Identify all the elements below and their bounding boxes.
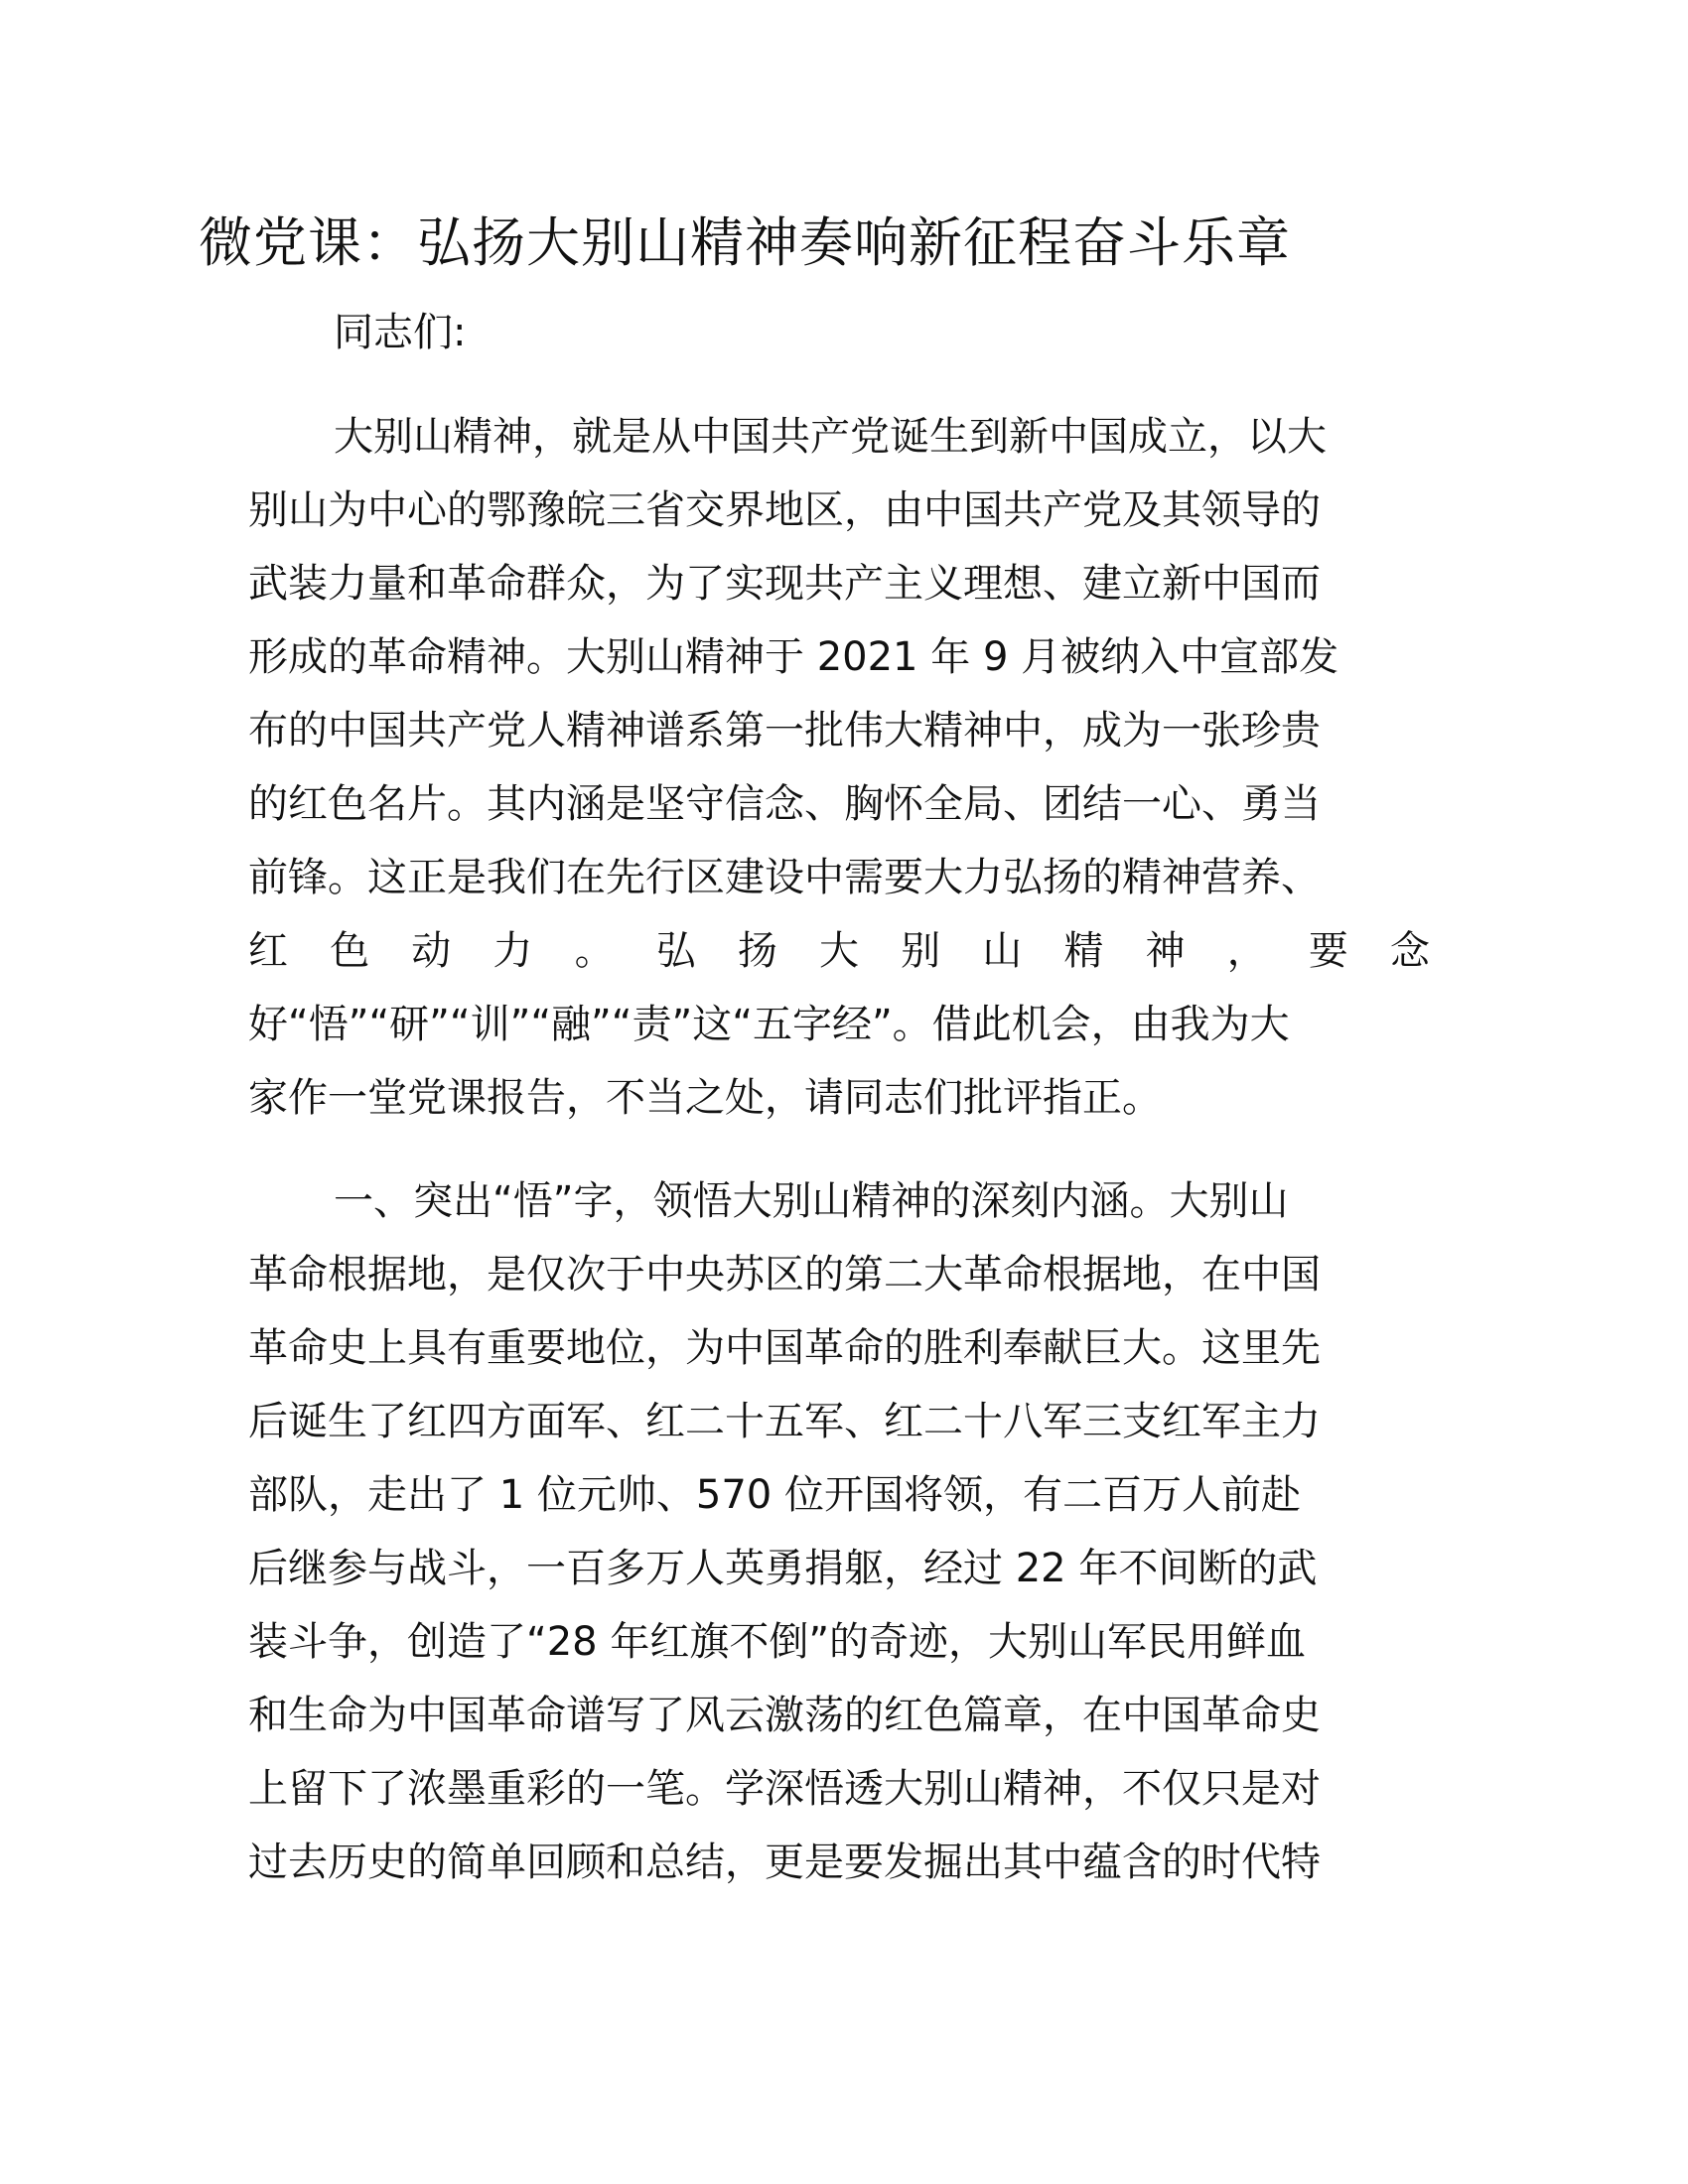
greeting-text: 同志们: [334, 310, 467, 355]
paragraph-1-line: 的红色名片。其内涵是坚守信念、胸怀全局、团结一心、勇当 [248, 781, 1321, 827]
justified-char: 动 [411, 928, 452, 974]
justified-char: 红 [248, 928, 288, 974]
paragraph-2-line: 上留下了浓墨重彩的一笔。学深悟透大别山精神，不仅只是对 [248, 1766, 1321, 1812]
document-title: 微党课：弘扬大别山精神奏响新征程奋斗乐章 [199, 211, 1291, 274]
justified-char: 弘 [655, 928, 696, 974]
justified-char: 精 [1063, 928, 1104, 974]
paragraph-2-line: 装斗争，创造了“28 年红旗不倒”的奇迹，大别山军民用鲜血 [248, 1619, 1307, 1665]
justified-char: 要 [1308, 928, 1348, 974]
paragraph-1-line: 好“悟”“研”“训”“融”“责”这“五字经”。借此机会，由我为大 [248, 1002, 1290, 1047]
paragraph-2-line: 革命根据地，是仅次于中央苏区的第二大革命根据地，在中国 [248, 1252, 1321, 1297]
justified-char: 扬 [737, 928, 777, 974]
justified-char: 神 [1145, 928, 1186, 974]
paragraph-1-line: 形成的革命精神。大别山精神于 2021 年 9 月被纳入中宣部发 [248, 634, 1339, 680]
paragraph-2-line: 后继参与战斗，一百多万人英勇捐躯，经过 22 年不间断的武 [248, 1546, 1318, 1591]
paragraph-1-line: 武装力量和革命群众，为了实现共产主义理想、建立新中国而 [248, 561, 1321, 607]
paragraph-2-line: 部队，走出了 1 位元帅、570 位开国将领，有二百万人前赴 [248, 1472, 1301, 1518]
justified-char: 山 [982, 928, 1023, 974]
justified-char: 力 [492, 928, 533, 974]
justified-char: 大 [818, 928, 859, 974]
paragraph-1-line-justified [248, 911, 1430, 991]
paragraph-2-line: 后诞生了红四方面军、红二十五军、红二十八军三支红军主力 [248, 1399, 1321, 1444]
paragraph-1-line: 家作一堂党课报告，不当之处，请同志们批评指正。 [248, 1075, 1162, 1121]
paragraph-1-line: 别山为中心的鄂豫皖三省交界地区，由中国共产党及其领导的 [248, 487, 1321, 533]
paragraph-2-line: 一、突出“悟”字，领悟大别山精神的深刻内涵。大别山 [334, 1178, 1289, 1224]
paragraph-2-line: 和生命为中国革命谱写了风云激荡的红色篇章，在中国革命史 [248, 1693, 1321, 1738]
paragraph-2-line: 过去历史的简单回顾和总结，更是要发掘出其中蕴含的时代特 [248, 1840, 1321, 1885]
paragraph-1-line: 前锋。这正是我们在先行区建设中需要大力弘扬的精神营养、 [248, 855, 1321, 900]
paragraph-1-line: 大别山精神，就是从中国共产党诞生到新中国成立，以大 [334, 414, 1327, 460]
justified-char: ， [1226, 928, 1267, 974]
justified-char: 。 [574, 928, 615, 974]
paragraph-1-line: 布的中国共产党人精神谱系第一批伟大精神中，成为一张珍贵 [248, 708, 1321, 753]
paragraph-2-line: 革命史上具有重要地位，为中国革命的胜利奉献巨大。这里先 [248, 1325, 1321, 1371]
justified-char: 念 [1389, 928, 1430, 974]
justified-char: 别 [901, 928, 941, 974]
justified-char: 色 [330, 928, 370, 974]
